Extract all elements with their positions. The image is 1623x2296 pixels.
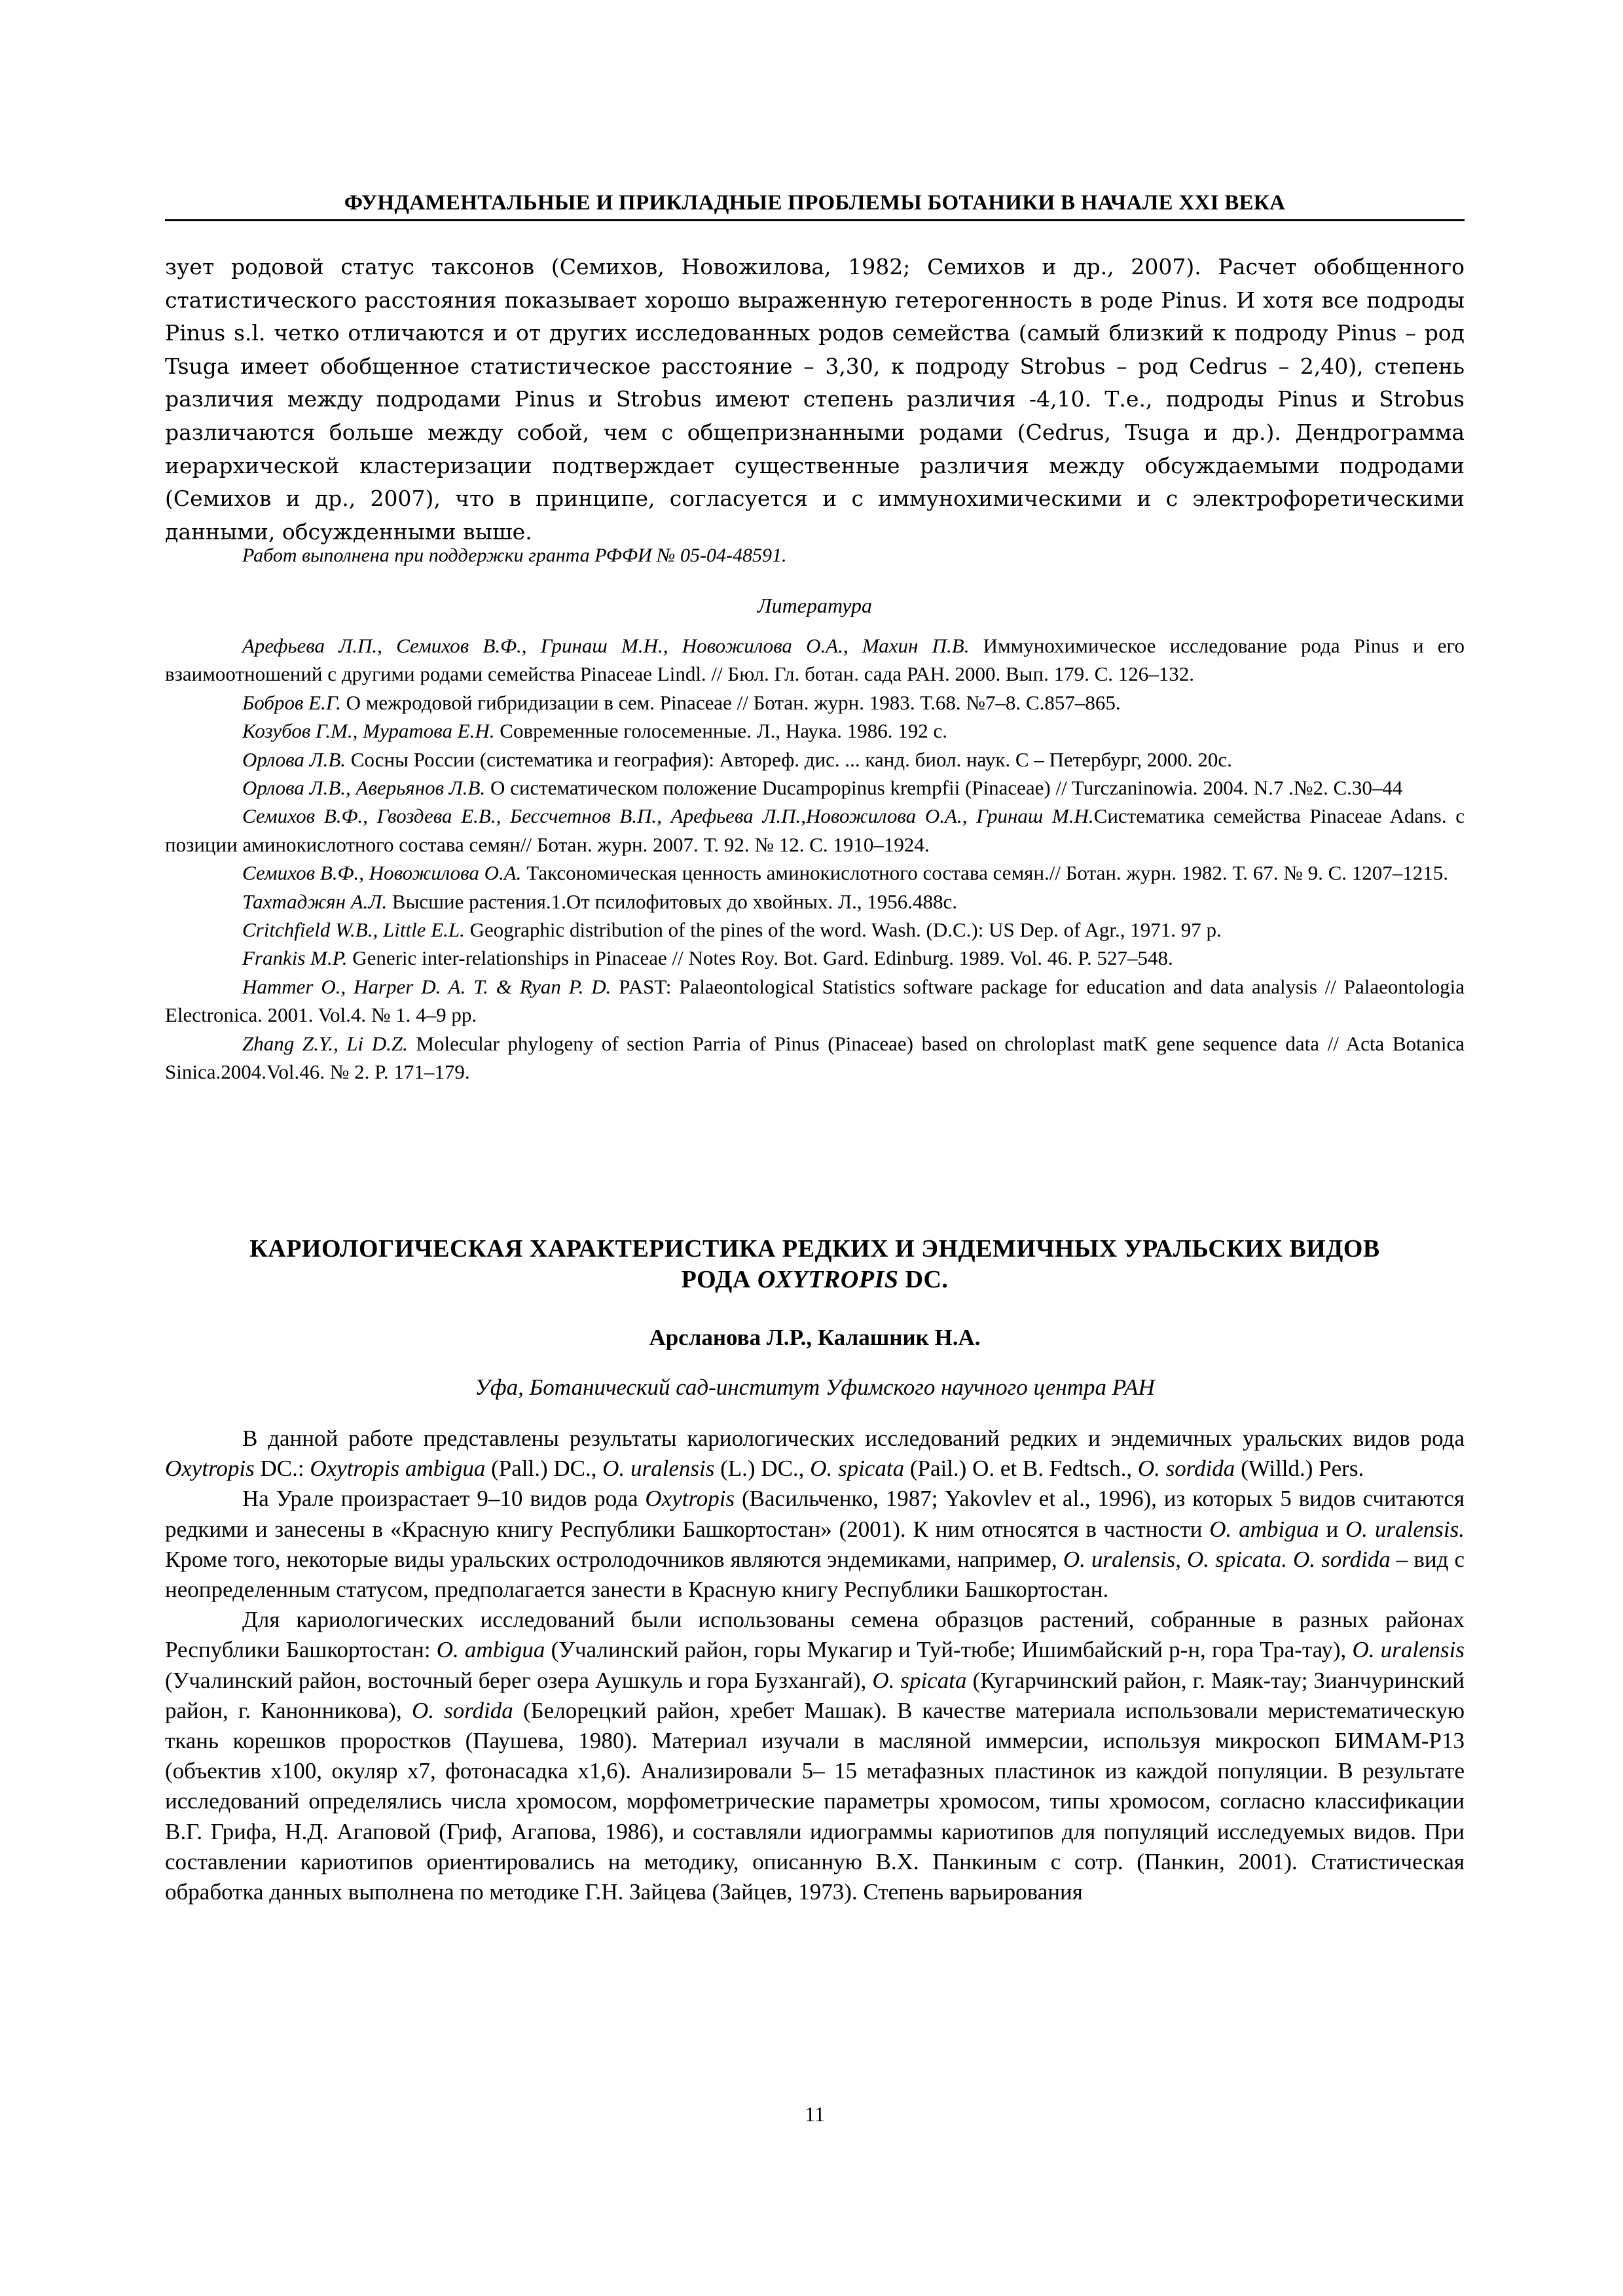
reference-text: Geographic distribution of the pines of the word. Wash. (D.C.): US Dep. of Agr., 1971. 97 p. bbox=[464, 918, 1222, 942]
paragraph-text: (Васильченко, 1987; Yakovlev et al., 1996), из которых 5 видов считаются редкими и занесены в «Красную книгу Республики Башкортостан» (2001). К ним относятся в частности bbox=[165, 1486, 1465, 1542]
reference-item bbox=[165, 689, 1465, 717]
reference-item bbox=[165, 973, 1465, 1030]
reference-authors: Семихов В.Ф., Гвоздева Е.В., Бессчетнов В.П., Арефьева Л.П.,Новожилова О.А., Гринаш М.Н. bbox=[242, 804, 1094, 828]
species-name: O. sordida bbox=[411, 1697, 513, 1723]
reference-text: О межродовой гибридизации в сем. Pinaceae // Ботан. журн. 1983. Т.68. №7–8. С.857–865. bbox=[340, 691, 1121, 714]
paragraph-text: DC.: bbox=[254, 1456, 310, 1482]
paragraph-text: (Willd.) Pers. bbox=[1235, 1456, 1364, 1482]
reference-item bbox=[165, 717, 1465, 745]
species-name: Oxytropis bbox=[645, 1486, 735, 1512]
article-title-line-1: КАРИОЛОГИЧЕСКАЯ ХАРАКТЕРИСТИКА РЕДКИХ И ЭНДЕМИЧНЫХ УРАЛЬСКИХ ВИДОВ bbox=[249, 1235, 1380, 1263]
reference-item bbox=[165, 944, 1465, 972]
reference-text: Систематика семейства Pinaceae Adans. с позиции аминокислотного состава семян// Ботан. журн. 2007. Т. 92. № 12. С. 1910–1924. bbox=[165, 804, 1465, 856]
reference-authors: Hammer O., Harper D. A. T. & Ryan P. D. bbox=[242, 975, 611, 998]
paragraph-text: Кроме того, некоторые виды уральских остролодочников являются эндемиками, например, bbox=[165, 1546, 1063, 1572]
reference-item bbox=[165, 916, 1465, 944]
article-paragraph bbox=[165, 1424, 1465, 1484]
title-suffix: DC. bbox=[898, 1266, 949, 1293]
paragraph-text: (Кугарчинский район, г. Маяк-тау; Зианчуринский район, г. Канонникова), bbox=[165, 1667, 1465, 1723]
species-name: O. uralensis bbox=[1352, 1637, 1465, 1663]
paragraph-text: (Учалинский район, горы Мукагир и Туй-тюбе; Ишимбайский р-н, гора Тра-тау), bbox=[545, 1637, 1353, 1663]
paragraph-text: (Учалинский район, восточный берег озера Аушкуль и гора Бузхангай), bbox=[165, 1667, 873, 1693]
reference-authors: Zhang Z.Y., Li D.Z. bbox=[242, 1031, 408, 1055]
page-number: 11 bbox=[805, 2102, 825, 2126]
reference-authors: Тахтаджян А.Л. bbox=[242, 889, 388, 913]
reference-item bbox=[165, 888, 1465, 916]
reference-text: Высшие растения.1.От псилофитовых до хвойных. Л., 1956.488с. bbox=[387, 889, 958, 913]
reference-authors: Козубов Г.М., Муратова Е.Н. bbox=[242, 719, 495, 743]
paragraph-text: (Pall.) DC., bbox=[485, 1456, 603, 1482]
paragraph-text: (L.) DC., bbox=[714, 1456, 811, 1482]
reference-item bbox=[165, 774, 1465, 802]
paragraph-text: и bbox=[1319, 1516, 1346, 1542]
article-affiliation: Уфа, Ботанический сад-институт Уфимского научного центра РАН bbox=[475, 1374, 1155, 1400]
paragraph-text: Для кариологических исследований были использованы семена образцов растений, собранные в разных районах Республики Башкортостан: bbox=[165, 1607, 1465, 1663]
literature-heading: Литература bbox=[757, 594, 873, 617]
article-body bbox=[165, 1424, 1465, 1907]
reference-item bbox=[165, 859, 1465, 887]
reference-item bbox=[165, 802, 1465, 859]
reference-item bbox=[165, 1030, 1465, 1086]
reference-list bbox=[165, 632, 1465, 1086]
species-name: O. uralensis. bbox=[1345, 1516, 1465, 1542]
reference-item bbox=[165, 745, 1465, 774]
article-title bbox=[165, 1234, 1465, 1295]
paragraph-text: (Pail.) O. et B. Fedtsch., bbox=[904, 1456, 1138, 1482]
paragraph-text: На Урале произрастает 9–10 видов рода bbox=[242, 1486, 646, 1512]
species-name: O. uralensis, O. spicata. O. sordida bbox=[1063, 1546, 1391, 1572]
reference-text: Generic inter-relationships in Pinaceae // Notes Roy. Bot. Gard. Edinburg. 1989. Vol. 46. P. 527–548. bbox=[347, 946, 1173, 970]
intro-text bbox=[165, 251, 1465, 548]
article-authors: Арсланова Л.Р., Калашник Н.А. bbox=[649, 1325, 981, 1350]
reference-authors: Орлова Л.В., Аверьянов Л.В. bbox=[242, 776, 486, 800]
reference-authors: Семихов В.Ф., Новожилова О.А. bbox=[242, 861, 522, 885]
title-prefix: РОДА bbox=[681, 1266, 757, 1293]
reference-authors: Арефьева Л.П., Семихов В.Ф., Гринаш М.Н., Новожилова О.А., Махин П.В. bbox=[242, 634, 970, 657]
reference-text: Сосны России (систематика и география): Автореф. дис. ... канд. биол. наук. С – Петербург, 2000. 20с. bbox=[346, 747, 1232, 771]
reference-text: Molecular phylogeny of section Parria of Pinus (Pinaceae) based on chroloplast matK gene sequence data // Acta Botanica Sinica.2004.Vol.46. № 2. P. 171–179. bbox=[165, 1031, 1465, 1084]
reference-authors: Frankis M.P. bbox=[242, 946, 348, 970]
acknowledgment: Работ выполнена при поддержки гранта РФФИ № 05-04-48591. bbox=[242, 545, 787, 566]
species-name: O. spicata bbox=[810, 1456, 905, 1482]
intro-paragraph: зует родовой статус таксонов (Семихов, Новожилова, 1982; Семихов и др., 2007). Расчет обобщенного статистического расстояния показывает хорошо выраженную гетерогенность в роде Pinus. И хотя все подроды Pinus s.l. четко отличаются и от других исследованных родов семейства (самый близкий к подроду Pinus – род Tsuga имеет обобщенное статистическое расстояние – 3,30, к подроду Strobus – род Cedrus – 2,40), степень различия между подродами Pinus и Strobus имеют степень различия -4,10. Т.е., подроды Pinus и Strobus различаются больше между собой, чем с общепризнанными родами (Cedrus, Tsuga и др.). Дендрограмма иерархической кластеризации подтверждает существенные различия между обсуждаемыми подродами (Семихов и др., 2007), что в принципе, согласуется и с иммунохимическими и с электрофоретическими данными, обсужденными выше. bbox=[165, 254, 1465, 545]
title-genus: OXYTROPIS bbox=[757, 1266, 899, 1293]
article-title-line-2 bbox=[165, 1265, 1465, 1295]
species-name: O. ambigua bbox=[436, 1637, 545, 1663]
reference-text: Современные голосеменные. Л., Наука. 1986. 192 с. bbox=[494, 719, 948, 743]
reference-item bbox=[165, 632, 1465, 689]
reference-text: О систематическом положение Ducampopinus krempfii (Pinaceae) // Turczaninowia. 2004. N.7 .№2. С.30–44 bbox=[485, 776, 1403, 800]
article-paragraph bbox=[165, 1484, 1465, 1605]
reference-text: PAST: Palaeontological Statistics software package for education and data analysis // Palaeontologia Electronica. 2001. Vol.4. № 1. 4–9 pp. bbox=[165, 975, 1465, 1027]
reference-authors: Critchfield W.B., Little E.L. bbox=[242, 918, 465, 942]
paragraph-text: (Белорецкий район, хребет Машак). В качестве материала использовали меристематическую ткань корешков проростков (Паушева, 1980). Материал изучали в масляной иммерсии, используя микроскоп БИМАМ-Р13 (объектив х100, окуляр х7, фотонасадка х1,6). Анализировали 5– 15 метафазных пластинок из каждой популяции. В результате исследований определялись числа хромосом, морфометрические параметры хромосом, типы хромосом, согласно классификации В.Г. Грифа, Н.Д. Агаповой (Гриф, Агапова, 1986), и составляли идиограммы кариотипов для популяций исследуемых видов. При составлении кариотипов ориентировались на методику, описанную В.Х. Панкиным с сотр. (Панкин, 2001). Статистическая обработка данных выполнена по методике Г.Н. Зайцева (Зайцев, 1973). Степень варьирования bbox=[165, 1697, 1465, 1905]
reference-authors: Орлова Л.В. bbox=[242, 747, 346, 771]
paragraph-text: В данной работе представлены результаты кариологических исследований редких и эндемичных уральских видов рода bbox=[242, 1426, 1465, 1451]
paragraph-text: – вид с неопределенным статусом, предполагается занести в Красную книгу Республики Башкортостан. bbox=[165, 1546, 1465, 1603]
article-paragraph bbox=[165, 1605, 1465, 1907]
species-name: O. spicata bbox=[872, 1667, 967, 1693]
species-name: Oxytropis bbox=[165, 1456, 255, 1482]
species-name: Oxytropis ambigua bbox=[310, 1456, 486, 1482]
species-name: O. ambigua bbox=[1209, 1516, 1319, 1542]
reference-text: Таксономическая ценность аминокислотного состава семян.// Ботан. журн. 1982. Т. 67. № 9. С. 1207–1215. bbox=[521, 861, 1449, 885]
reference-text: Иммунохимическое исследование рода Pinus и его взаимоотношений с другими родами семейства Pinaceae Lindl. // Бюл. Гл. ботан. сада РАН. 2000. Вып. 179. С. 126–132. bbox=[165, 634, 1465, 686]
species-name: O. uralensis bbox=[602, 1456, 715, 1482]
running-header: ФУНДАМЕНТАЛЬНЫЕ И ПРИКЛАДНЫЕ ПРОБЛЕМЫ БОТАНИКИ В НАЧАЛЕ XXI ВЕКА bbox=[165, 191, 1465, 221]
reference-authors: Бобров Е.Г. bbox=[242, 691, 341, 714]
species-name: O. sordida bbox=[1137, 1456, 1235, 1482]
